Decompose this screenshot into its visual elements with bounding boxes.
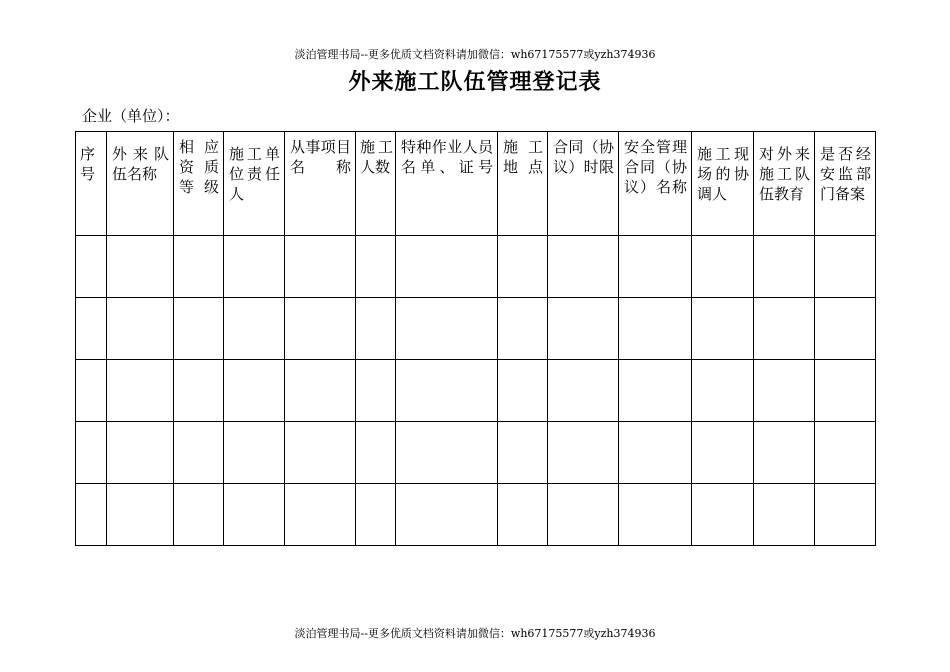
- table-cell[interactable]: [107, 298, 174, 360]
- table-cell[interactable]: [224, 484, 285, 546]
- table-row: [76, 298, 876, 360]
- table-cell[interactable]: [692, 236, 754, 298]
- table-cell[interactable]: [76, 360, 107, 422]
- register-table-body: [76, 236, 876, 546]
- table-cell[interactable]: [619, 236, 692, 298]
- column-header-team-education: 对外来施工队伍教育: [754, 132, 815, 236]
- table-cell[interactable]: [815, 236, 876, 298]
- table-cell[interactable]: [356, 298, 396, 360]
- header-note: 淡泊管理书局--更多优质文档资料请加微信：wh67175577或yzh374936: [294, 48, 656, 61]
- table-cell[interactable]: [107, 422, 174, 484]
- footer-note: 淡泊管理书局--更多优质文档资料请加微信：wh67175577或yzh374936: [294, 627, 656, 640]
- table-cell[interactable]: [224, 236, 285, 298]
- table-cell[interactable]: [174, 298, 224, 360]
- table-cell[interactable]: [692, 298, 754, 360]
- table-cell[interactable]: [815, 298, 876, 360]
- table-cell[interactable]: [285, 298, 356, 360]
- table-cell[interactable]: [692, 360, 754, 422]
- column-header-contract-period: 合同（协议）时限: [548, 132, 619, 236]
- table-cell[interactable]: [107, 484, 174, 546]
- table-cell[interactable]: [619, 360, 692, 422]
- table-row: [76, 360, 876, 422]
- table-cell[interactable]: [174, 484, 224, 546]
- table-cell[interactable]: [174, 236, 224, 298]
- table-cell[interactable]: [224, 422, 285, 484]
- table-cell[interactable]: [356, 236, 396, 298]
- table-cell[interactable]: [498, 298, 548, 360]
- table-row: [76, 236, 876, 298]
- header-row: [76, 132, 876, 236]
- table-row: [76, 422, 876, 484]
- column-header-work-location: 施工地点: [498, 132, 548, 236]
- table-cell[interactable]: [548, 360, 619, 422]
- table-cell[interactable]: [815, 422, 876, 484]
- column-header-site-coordinator: 施工现场的协调人: [692, 132, 754, 236]
- table-cell[interactable]: [396, 236, 498, 298]
- table-cell[interactable]: [356, 360, 396, 422]
- table-cell[interactable]: [692, 422, 754, 484]
- column-header-team-name: 外来队伍名称: [107, 132, 174, 236]
- table-cell[interactable]: [815, 484, 876, 546]
- table-cell[interactable]: [356, 422, 396, 484]
- table-cell[interactable]: [498, 360, 548, 422]
- table-cell[interactable]: [107, 360, 174, 422]
- column-header-contractor-responsible: 施工单位责任人: [224, 132, 285, 236]
- table-cell[interactable]: [76, 484, 107, 546]
- table-cell[interactable]: [356, 484, 396, 546]
- table-cell[interactable]: [396, 422, 498, 484]
- table-cell[interactable]: [548, 484, 619, 546]
- table-cell[interactable]: [754, 236, 815, 298]
- table-cell[interactable]: [224, 298, 285, 360]
- table-row: [76, 484, 876, 546]
- table-cell[interactable]: [285, 484, 356, 546]
- table-cell[interactable]: [815, 360, 876, 422]
- table-cell[interactable]: [754, 484, 815, 546]
- page-title: 外来施工队伍管理登记表: [348, 69, 602, 95]
- column-header-safety-filing: 是否经安监部门备案: [815, 132, 876, 236]
- column-header-serial: 序号: [76, 132, 107, 236]
- column-header-project-name: 从事项目名称: [285, 132, 356, 236]
- table-cell[interactable]: [548, 422, 619, 484]
- table-cell[interactable]: [76, 236, 107, 298]
- table-cell[interactable]: [285, 360, 356, 422]
- register-table: [75, 131, 876, 546]
- table-cell[interactable]: [498, 236, 548, 298]
- table-cell[interactable]: [548, 298, 619, 360]
- table-cell[interactable]: [754, 422, 815, 484]
- table-cell[interactable]: [692, 484, 754, 546]
- table-cell[interactable]: [107, 236, 174, 298]
- table-cell[interactable]: [76, 422, 107, 484]
- table-cell[interactable]: [498, 422, 548, 484]
- table-cell[interactable]: [174, 422, 224, 484]
- table-cell[interactable]: [174, 360, 224, 422]
- table-cell[interactable]: [285, 236, 356, 298]
- table-cell[interactable]: [754, 360, 815, 422]
- table-cell[interactable]: [498, 484, 548, 546]
- table-cell[interactable]: [285, 422, 356, 484]
- table-cell[interactable]: [396, 298, 498, 360]
- table-cell[interactable]: [396, 360, 498, 422]
- table-cell[interactable]: [754, 298, 815, 360]
- column-header-qualification: 相应资质等级: [174, 132, 224, 236]
- column-header-safety-contract: 安全管理合同（协议）名称: [619, 132, 692, 236]
- table-cell[interactable]: [619, 484, 692, 546]
- table-cell[interactable]: [76, 298, 107, 360]
- table-cell[interactable]: [396, 484, 498, 546]
- table-cell[interactable]: [224, 360, 285, 422]
- column-header-worker-count: 施工人数: [356, 132, 396, 236]
- table-cell[interactable]: [619, 298, 692, 360]
- company-label: 企业（单位）：: [82, 107, 180, 125]
- column-header-special-workers: 特种作业人员名单、证号: [396, 132, 498, 236]
- table-cell[interactable]: [619, 422, 692, 484]
- table-cell[interactable]: [548, 236, 619, 298]
